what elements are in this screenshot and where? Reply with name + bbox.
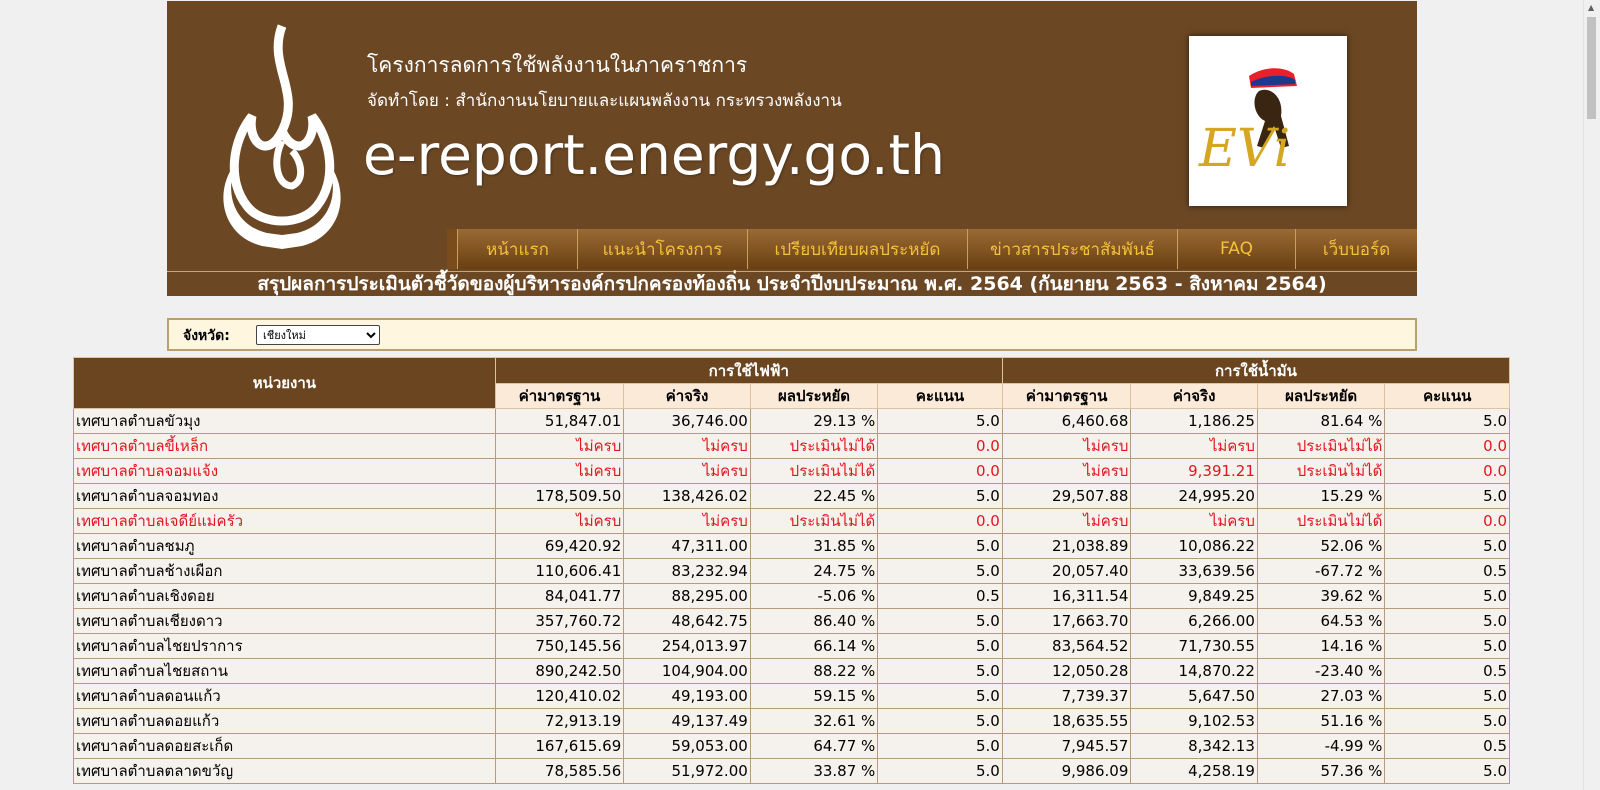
svg-text:EVi: EVi [1199, 119, 1291, 179]
header-banner [167, 1, 1417, 296]
unit-name-cell: เทศบาลตำบลดอยสะเก็ด [74, 734, 496, 759]
value-cell: ประเมินไม่ได้ [1257, 434, 1385, 459]
value-cell: ไม่ครบ [1131, 434, 1258, 459]
value-cell: 16,311.54 [1002, 584, 1131, 609]
unit-name-cell: เทศบาลตำบลเชียงดาว [74, 609, 496, 634]
nav-faq[interactable]: FAQ [1177, 229, 1295, 269]
value-cell: 0.0 [878, 459, 1003, 484]
nav-compare-savings[interactable]: เปรียบเทียบผลประหยัด [747, 229, 967, 269]
table-row [74, 634, 1510, 659]
value-cell: 18,635.55 [1002, 709, 1131, 734]
project-title: โครงการลดการใช้พลังงานในภาคราชการ [367, 53, 748, 77]
value-cell: 4,258.19 [1131, 759, 1258, 784]
table-row [74, 509, 1510, 534]
value-cell: ไม่ครบ [624, 434, 751, 459]
value-cell: 29,507.88 [1002, 484, 1131, 509]
unit-name-cell: เทศบาลตำบลช้างเผือก [74, 559, 496, 584]
value-cell: -23.40 % [1257, 659, 1385, 684]
nav-news[interactable]: ข่าวสารประชาสัมพันธ์ [967, 229, 1177, 269]
result-table [73, 357, 1510, 784]
value-cell: 0.5 [1385, 734, 1510, 759]
value-cell: 15.29 % [1257, 484, 1385, 509]
filter-bar [167, 318, 1417, 351]
value-cell: 21,038.89 [1002, 534, 1131, 559]
value-cell: 8,342.13 [1131, 734, 1258, 759]
unit-name-cell: เทศบาลตำบลขี้เหล็ก [74, 434, 496, 459]
value-cell: 71,730.55 [1131, 634, 1258, 659]
table-row [74, 684, 1510, 709]
evi-logo [1189, 36, 1347, 206]
sub-header-cell: ค่ามาตรฐาน [495, 384, 624, 409]
value-cell: ประเมินไม่ได้ [750, 509, 878, 534]
unit-name-cell: เทศบาลตำบลเชิงดอย [74, 584, 496, 609]
value-cell: 22.45 % [750, 484, 878, 509]
value-cell: 6,266.00 [1131, 609, 1258, 634]
header-unit: หน่วยงาน [74, 358, 496, 409]
header-electric-group: การใช้ไฟฟ้า [495, 358, 1002, 384]
value-cell: 48,642.75 [624, 609, 751, 634]
value-cell: 5.0 [878, 759, 1003, 784]
table-row [74, 759, 1510, 784]
value-cell: 69,420.92 [495, 534, 624, 559]
province-select[interactable] [256, 325, 380, 345]
value-cell: -5.06 % [750, 584, 878, 609]
sub-header-cell: ผลประหยัด [750, 384, 878, 409]
value-cell: 24,995.20 [1131, 484, 1258, 509]
province-label: จังหวัด: [183, 328, 230, 344]
value-cell: 64.77 % [750, 734, 878, 759]
nav-about-project[interactable]: แนะนำโครงการ [577, 229, 747, 269]
value-cell: 51,972.00 [624, 759, 751, 784]
value-cell: 104,904.00 [624, 659, 751, 684]
unit-name-cell: เทศบาลตำบลไชยสถาน [74, 659, 496, 684]
unit-name-cell: เทศบาลตำบลชมภู [74, 534, 496, 559]
value-cell: 51.16 % [1257, 709, 1385, 734]
value-cell: 890,242.50 [495, 659, 624, 684]
value-cell: 17,663.70 [1002, 609, 1131, 634]
table-row [74, 484, 1510, 509]
value-cell: 1,186.25 [1131, 409, 1258, 434]
value-cell: 83,232.94 [624, 559, 751, 584]
value-cell: 5,647.50 [1131, 684, 1258, 709]
value-cell: 36,746.00 [624, 409, 751, 434]
value-cell: 59.15 % [750, 684, 878, 709]
value-cell: 39.62 % [1257, 584, 1385, 609]
unit-name-cell: เทศบาลตำบลดอยแก้ว [74, 709, 496, 734]
value-cell: 178,509.50 [495, 484, 624, 509]
value-cell: 5.0 [878, 684, 1003, 709]
value-cell: 27.03 % [1257, 684, 1385, 709]
sub-header-cell: คะแนน [878, 384, 1003, 409]
value-cell: 14.16 % [1257, 634, 1385, 659]
sub-header-cell: ค่าจริง [624, 384, 751, 409]
value-cell: 5.0 [878, 659, 1003, 684]
table-row [74, 434, 1510, 459]
value-cell: 0.0 [878, 434, 1003, 459]
value-cell: 20,057.40 [1002, 559, 1131, 584]
value-cell: ประเมินไม่ได้ [750, 459, 878, 484]
table-row [74, 734, 1510, 759]
value-cell: 10,086.22 [1131, 534, 1258, 559]
value-cell: 51,847.01 [495, 409, 624, 434]
sub-header-cell: ค่ามาตรฐาน [1002, 384, 1131, 409]
unit-name-cell: เทศบาลตำบลไชยปราการ [74, 634, 496, 659]
flame-logo-icon [207, 21, 357, 251]
value-cell: 88,295.00 [624, 584, 751, 609]
value-cell: 5.0 [878, 634, 1003, 659]
value-cell: -4.99 % [1257, 734, 1385, 759]
value-cell: 9,102.53 [1131, 709, 1258, 734]
value-cell: 5.0 [1385, 684, 1510, 709]
table-body [74, 409, 1510, 784]
value-cell: ไม่ครบ [1002, 509, 1131, 534]
value-cell: 0.0 [1385, 459, 1510, 484]
value-cell: 5.0 [878, 409, 1003, 434]
value-cell: ไม่ครบ [1002, 459, 1131, 484]
value-cell: ไม่ครบ [624, 459, 751, 484]
value-cell: 5.0 [1385, 484, 1510, 509]
value-cell: 14,870.22 [1131, 659, 1258, 684]
page-heading: สรุปผลการประเมินตัวชี้วัดของผู้บริหารองค์กรปกครองท้องถิ่น ประจำปีงบประมาณ พ.ศ. 2564 (กันยายน 2563 - สิงหาคม 2564) [167, 271, 1417, 296]
value-cell: 86.40 % [750, 609, 878, 634]
value-cell: 5.0 [1385, 584, 1510, 609]
value-cell: 81.64 % [1257, 409, 1385, 434]
value-cell: 0.0 [878, 509, 1003, 534]
sub-header-cell: ค่าจริง [1131, 384, 1258, 409]
value-cell: 49,193.00 [624, 684, 751, 709]
value-cell: 52.06 % [1257, 534, 1385, 559]
table-row [74, 609, 1510, 634]
table-row [74, 659, 1510, 684]
value-cell: 29.13 % [750, 409, 878, 434]
evi-logo-icon [1189, 36, 1347, 206]
value-cell: 5.0 [1385, 709, 1510, 734]
main-nav [457, 229, 1417, 269]
value-cell: ไม่ครบ [495, 459, 624, 484]
value-cell: 72,913.19 [495, 709, 624, 734]
unit-name-cell: เทศบาลตำบลเจดีย์แม่ครัว [74, 509, 496, 534]
value-cell: 64.53 % [1257, 609, 1385, 634]
value-cell: 5.0 [878, 709, 1003, 734]
table-row [74, 534, 1510, 559]
value-cell: 5.0 [1385, 759, 1510, 784]
value-cell: 5.0 [878, 734, 1003, 759]
value-cell: 0.5 [1385, 559, 1510, 584]
value-cell: 0.0 [1385, 509, 1510, 534]
value-cell: 7,739.37 [1002, 684, 1131, 709]
value-cell: ไม่ครบ [624, 509, 751, 534]
scroll-thumb[interactable] [1587, 17, 1596, 119]
value-cell: 0.5 [878, 584, 1003, 609]
unit-name-cell: เทศบาลตำบลดอนแก้ว [74, 684, 496, 709]
value-cell: 9,849.25 [1131, 584, 1258, 609]
value-cell: 33.87 % [750, 759, 878, 784]
value-cell: 78,585.56 [495, 759, 624, 784]
value-cell: 5.0 [878, 534, 1003, 559]
value-cell: 6,460.68 [1002, 409, 1131, 434]
value-cell: ไม่ครบ [1002, 434, 1131, 459]
organizer-text: จัดทำโดย : สำนักงานนโยบายและแผนพลังงาน กระทรวงพลังงาน [367, 91, 842, 111]
value-cell: 24.75 % [750, 559, 878, 584]
value-cell: ไม่ครบ [1131, 509, 1258, 534]
value-cell: 9,986.09 [1002, 759, 1131, 784]
sub-header-cell: คะแนน [1385, 384, 1510, 409]
value-cell: ประเมินไม่ได้ [750, 434, 878, 459]
value-cell: 32.61 % [750, 709, 878, 734]
value-cell: -67.72 % [1257, 559, 1385, 584]
value-cell: ไม่ครบ [495, 434, 624, 459]
unit-name-cell: เทศบาลตำบลจอมทอง [74, 484, 496, 509]
value-cell: 84,041.77 [495, 584, 624, 609]
table-row [74, 459, 1510, 484]
value-cell: 138,426.02 [624, 484, 751, 509]
value-cell: 110,606.41 [495, 559, 624, 584]
value-cell: 5.0 [878, 559, 1003, 584]
unit-name-cell: เทศบาลตำบลตลาดขวัญ [74, 759, 496, 784]
value-cell: 167,615.69 [495, 734, 624, 759]
value-cell: ประเมินไม่ได้ [1257, 509, 1385, 534]
value-cell: 59,053.00 [624, 734, 751, 759]
vertical-scrollbar[interactable] [1583, 0, 1600, 790]
unit-name-cell: เทศบาลตำบลจอมแจ้ง [74, 459, 496, 484]
value-cell: 66.14 % [750, 634, 878, 659]
value-cell: 57.36 % [1257, 759, 1385, 784]
value-cell: 5.0 [878, 609, 1003, 634]
sub-header-cell: ผลประหยัด [1257, 384, 1385, 409]
value-cell: 5.0 [1385, 534, 1510, 559]
nav-webboard[interactable]: เว็บบอร์ด [1295, 229, 1417, 269]
value-cell: 47,311.00 [624, 534, 751, 559]
table-row [74, 409, 1510, 434]
value-cell: 5.0 [878, 484, 1003, 509]
value-cell: 88.22 % [750, 659, 878, 684]
value-cell: 0.5 [1385, 659, 1510, 684]
value-cell: 12,050.28 [1002, 659, 1131, 684]
value-cell: 254,013.97 [624, 634, 751, 659]
value-cell: 750,145.56 [495, 634, 624, 659]
value-cell: ไม่ครบ [495, 509, 624, 534]
value-cell: 0.0 [1385, 434, 1510, 459]
unit-name-cell: เทศบาลตำบลขัวมุง [74, 409, 496, 434]
value-cell: 5.0 [1385, 409, 1510, 434]
site-name: e-report.energy.go.th [363, 123, 945, 187]
value-cell: 9,391.21 [1131, 459, 1258, 484]
value-cell: 83,564.52 [1002, 634, 1131, 659]
scroll-up-arrow-icon[interactable]: ▲ [1588, 3, 1595, 12]
value-cell: 7,945.57 [1002, 734, 1131, 759]
table-row [74, 709, 1510, 734]
value-cell: 5.0 [1385, 609, 1510, 634]
table-row [74, 584, 1510, 609]
value-cell: 5.0 [1385, 634, 1510, 659]
value-cell: 120,410.02 [495, 684, 624, 709]
value-cell: 49,137.49 [624, 709, 751, 734]
nav-home[interactable]: หน้าแรก [457, 229, 577, 269]
value-cell: 33,639.56 [1131, 559, 1258, 584]
table-row [74, 559, 1510, 584]
value-cell: 357,760.72 [495, 609, 624, 634]
header-oil-group: การใช้น้ำมัน [1002, 358, 1509, 384]
value-cell: ประเมินไม่ได้ [1257, 459, 1385, 484]
value-cell: 31.85 % [750, 534, 878, 559]
